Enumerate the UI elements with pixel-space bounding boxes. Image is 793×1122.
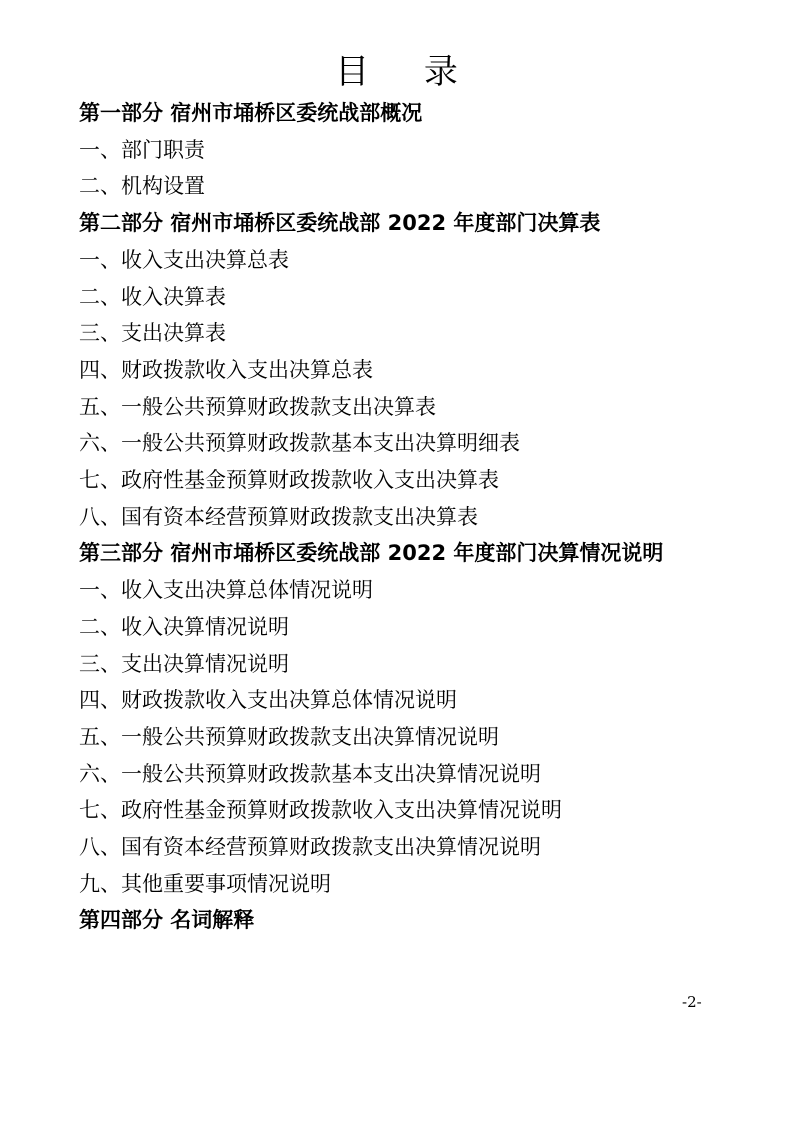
toc-item: 八、国有资本经营预算财政拨款支出决算表 bbox=[79, 504, 478, 529]
toc-part-4: 第四部分 名词解释 bbox=[79, 908, 255, 933]
toc-item: 一、部门职责 bbox=[79, 137, 205, 162]
toc-item: 四、财政拨款收入支出决算总体情况说明 bbox=[79, 688, 457, 713]
toc-part-3: 第三部分 宿州市埇桥区委统战部 2022 年度部门决算情况说明 bbox=[79, 541, 664, 566]
page-number: -2- bbox=[682, 993, 702, 1011]
toc-item: 三、支出决算表 bbox=[79, 321, 226, 346]
toc-item: 五、一般公共预算财政拨款支出决算情况说明 bbox=[79, 724, 499, 749]
page-title: 目 录 bbox=[335, 52, 480, 92]
toc-part-2: 第二部分 宿州市埇桥区委统战部 2022 年度部门决算表 bbox=[79, 211, 601, 236]
toc-item: 八、国有资本经营预算财政拨款支出决算情况说明 bbox=[79, 835, 541, 860]
toc-item: 四、财政拨款收入支出决算总表 bbox=[79, 357, 373, 382]
toc-part-1: 第一部分 宿州市埇桥区委统战部概况 bbox=[79, 101, 423, 125]
toc-item: 六、一般公共预算财政拨款基本支出决算情况说明 bbox=[79, 761, 541, 786]
toc-item: 一、收入支出决算总体情况说明 bbox=[79, 578, 373, 603]
toc-item: 二、收入决算情况说明 bbox=[79, 614, 289, 639]
toc-item: 三、支出决算情况说明 bbox=[79, 651, 289, 676]
toc-item: 一、收入支出决算总表 bbox=[79, 247, 289, 272]
toc-item: 五、一般公共预算财政拨款支出决算表 bbox=[79, 394, 436, 419]
toc-item: 七、政府性基金预算财政拨款收入支出决算情况说明 bbox=[79, 798, 562, 823]
toc-item: 七、政府性基金预算财政拨款收入支出决算表 bbox=[79, 468, 499, 493]
toc-item: 九、其他重要事项情况说明 bbox=[79, 871, 331, 896]
toc-item: 二、机构设置 bbox=[79, 174, 205, 199]
toc-item: 六、一般公共预算财政拨款基本支出决算明细表 bbox=[79, 431, 520, 456]
table-of-contents bbox=[79, 95, 719, 939]
toc-item: 二、收入决算表 bbox=[79, 284, 226, 309]
